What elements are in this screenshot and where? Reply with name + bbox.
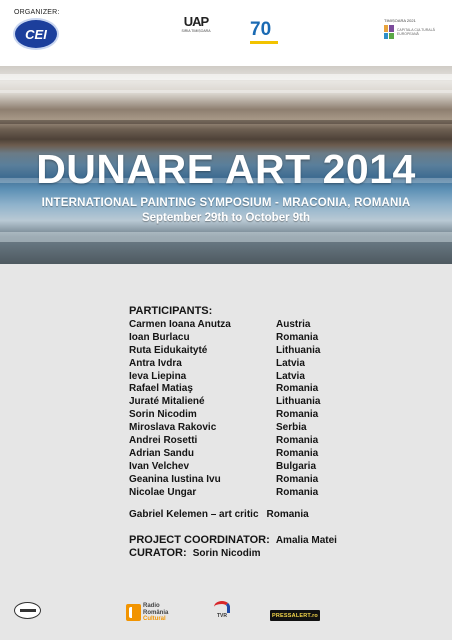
participant-row [129,435,429,448]
uap-logo-text: SIRIA TIMIȘOARA [181,29,211,33]
participant-name: Nicolae Ungar [129,486,197,498]
coordinator-row [129,534,429,547]
cei-logo-text: CEI [25,26,47,42]
participant-name: Adrian Sandu [129,447,195,459]
participant-country: Romania [276,383,319,395]
participant-country: Bulgaria [276,460,317,472]
participant-country: Romania [276,473,319,485]
curator-row [129,547,429,560]
participants-section [129,305,429,560]
participant-row [129,383,429,396]
sponsor-oval-logo-icon [14,602,41,619]
curator-label: CURATOR: [129,547,187,560]
timisoara-2021-logo-icon [384,18,440,50]
participant-name: Antra Ivdra [129,357,182,369]
coordinator-label: PROJECT COORDINATOR: [129,534,270,547]
uap-logo-icon [181,14,211,52]
participant-name: Ivan Velchev [129,460,190,472]
radio-logo-line1: Radio [143,603,160,609]
participant-row [129,487,429,500]
art-critic-row [129,509,429,520]
participant-country: Austria [276,319,311,330]
radio-logo-mark [126,604,141,621]
event-title: DUNARE ART 2014 [36,146,416,192]
tvr-logo-mark [214,601,230,613]
pressalert-logo-icon [270,610,320,621]
curator-name: Sorin Nicodim [192,548,261,560]
hero-texture [0,74,452,80]
participant-row [129,345,429,358]
participant-country: Romania [276,447,319,459]
participant-name: Sorin Nicodim [129,409,197,421]
participants-list [129,319,429,499]
participant-country: Latvia [276,357,305,369]
participant-name: Ruta Eidukaityté [129,344,208,356]
anniversary-number: 70 [250,19,272,40]
participant-country: Lithuania [276,344,321,356]
event-subtitle: INTERNATIONAL PAINTING SYMPOSIUM - MRACONIA, ROMANIA [41,197,411,209]
participant-name: Ioan Burlacu [129,331,190,343]
timisoara-logo-title: TIMIȘOARA 2021 [384,18,416,23]
participant-row [129,448,429,461]
participant-row [129,422,429,435]
participants-heading: PARTICIPANTS: [129,305,213,317]
participant-row [129,409,429,422]
pressalert-logo-text: PRESSALERT.ro [272,612,318,619]
art-critic-country: Romania [266,509,309,521]
header-bar [0,0,452,66]
radio-logo-line3: Cultural [143,616,166,622]
timisoara-logo-text: CAPITALA CULTURALĂ EUROPEANĂ [396,28,435,36]
anniversary-70-logo-icon [250,20,280,50]
radio-logo-text [143,603,168,623]
art-critic-name: Gabriel Kelemen – art critic [129,509,259,521]
participant-name: Juraté Mitaliené [129,396,205,408]
participant-name: Miroslava Rakovic [129,422,217,434]
hero-texture [0,90,452,93]
participant-country: Romania [276,409,319,421]
participant-name: Andrei Rosetti [129,435,198,447]
cei-logo-icon [13,18,59,50]
participant-row [129,358,429,371]
organizer-label: ORGANIZER: [14,9,60,16]
participant-country: Latvia [276,370,305,382]
participant-row [129,474,429,487]
participant-country: Serbia [276,422,307,434]
participant-name: Carmen Ioana Anutza [129,319,231,330]
hero-painting-banner [0,66,452,264]
participant-row [129,371,429,384]
anniversary-strip [250,41,278,44]
hero-texture [0,232,452,242]
radio-logo-line2: România [143,609,169,616]
coordinator-name: Amalia Matei [275,535,337,547]
participant-name: Ieva Liepina [129,370,187,382]
participant-country: Romania [276,435,319,447]
participant-country: Romania [276,486,319,498]
participant-row [129,461,429,474]
credits-block [129,534,429,560]
radio-romania-cultural-logo-icon [126,603,168,623]
timisoara-logo-squares [384,25,394,39]
participant-name: Rafael Matiaş [129,383,193,395]
participant-country: Lithuania [276,396,321,408]
participant-row [129,332,429,345]
participant-row [129,319,429,332]
participant-country: Romania [276,331,319,343]
tvr-logo-icon [212,601,232,619]
participant-row [129,396,429,409]
uap-logo-mark: UAP [183,14,209,29]
event-dates: September 29th to October 9th [141,212,311,224]
tvr-logo-text: TVR [217,613,227,619]
hero-texture [0,120,452,124]
participant-name: Geanina Iustina Ivu [129,473,221,485]
